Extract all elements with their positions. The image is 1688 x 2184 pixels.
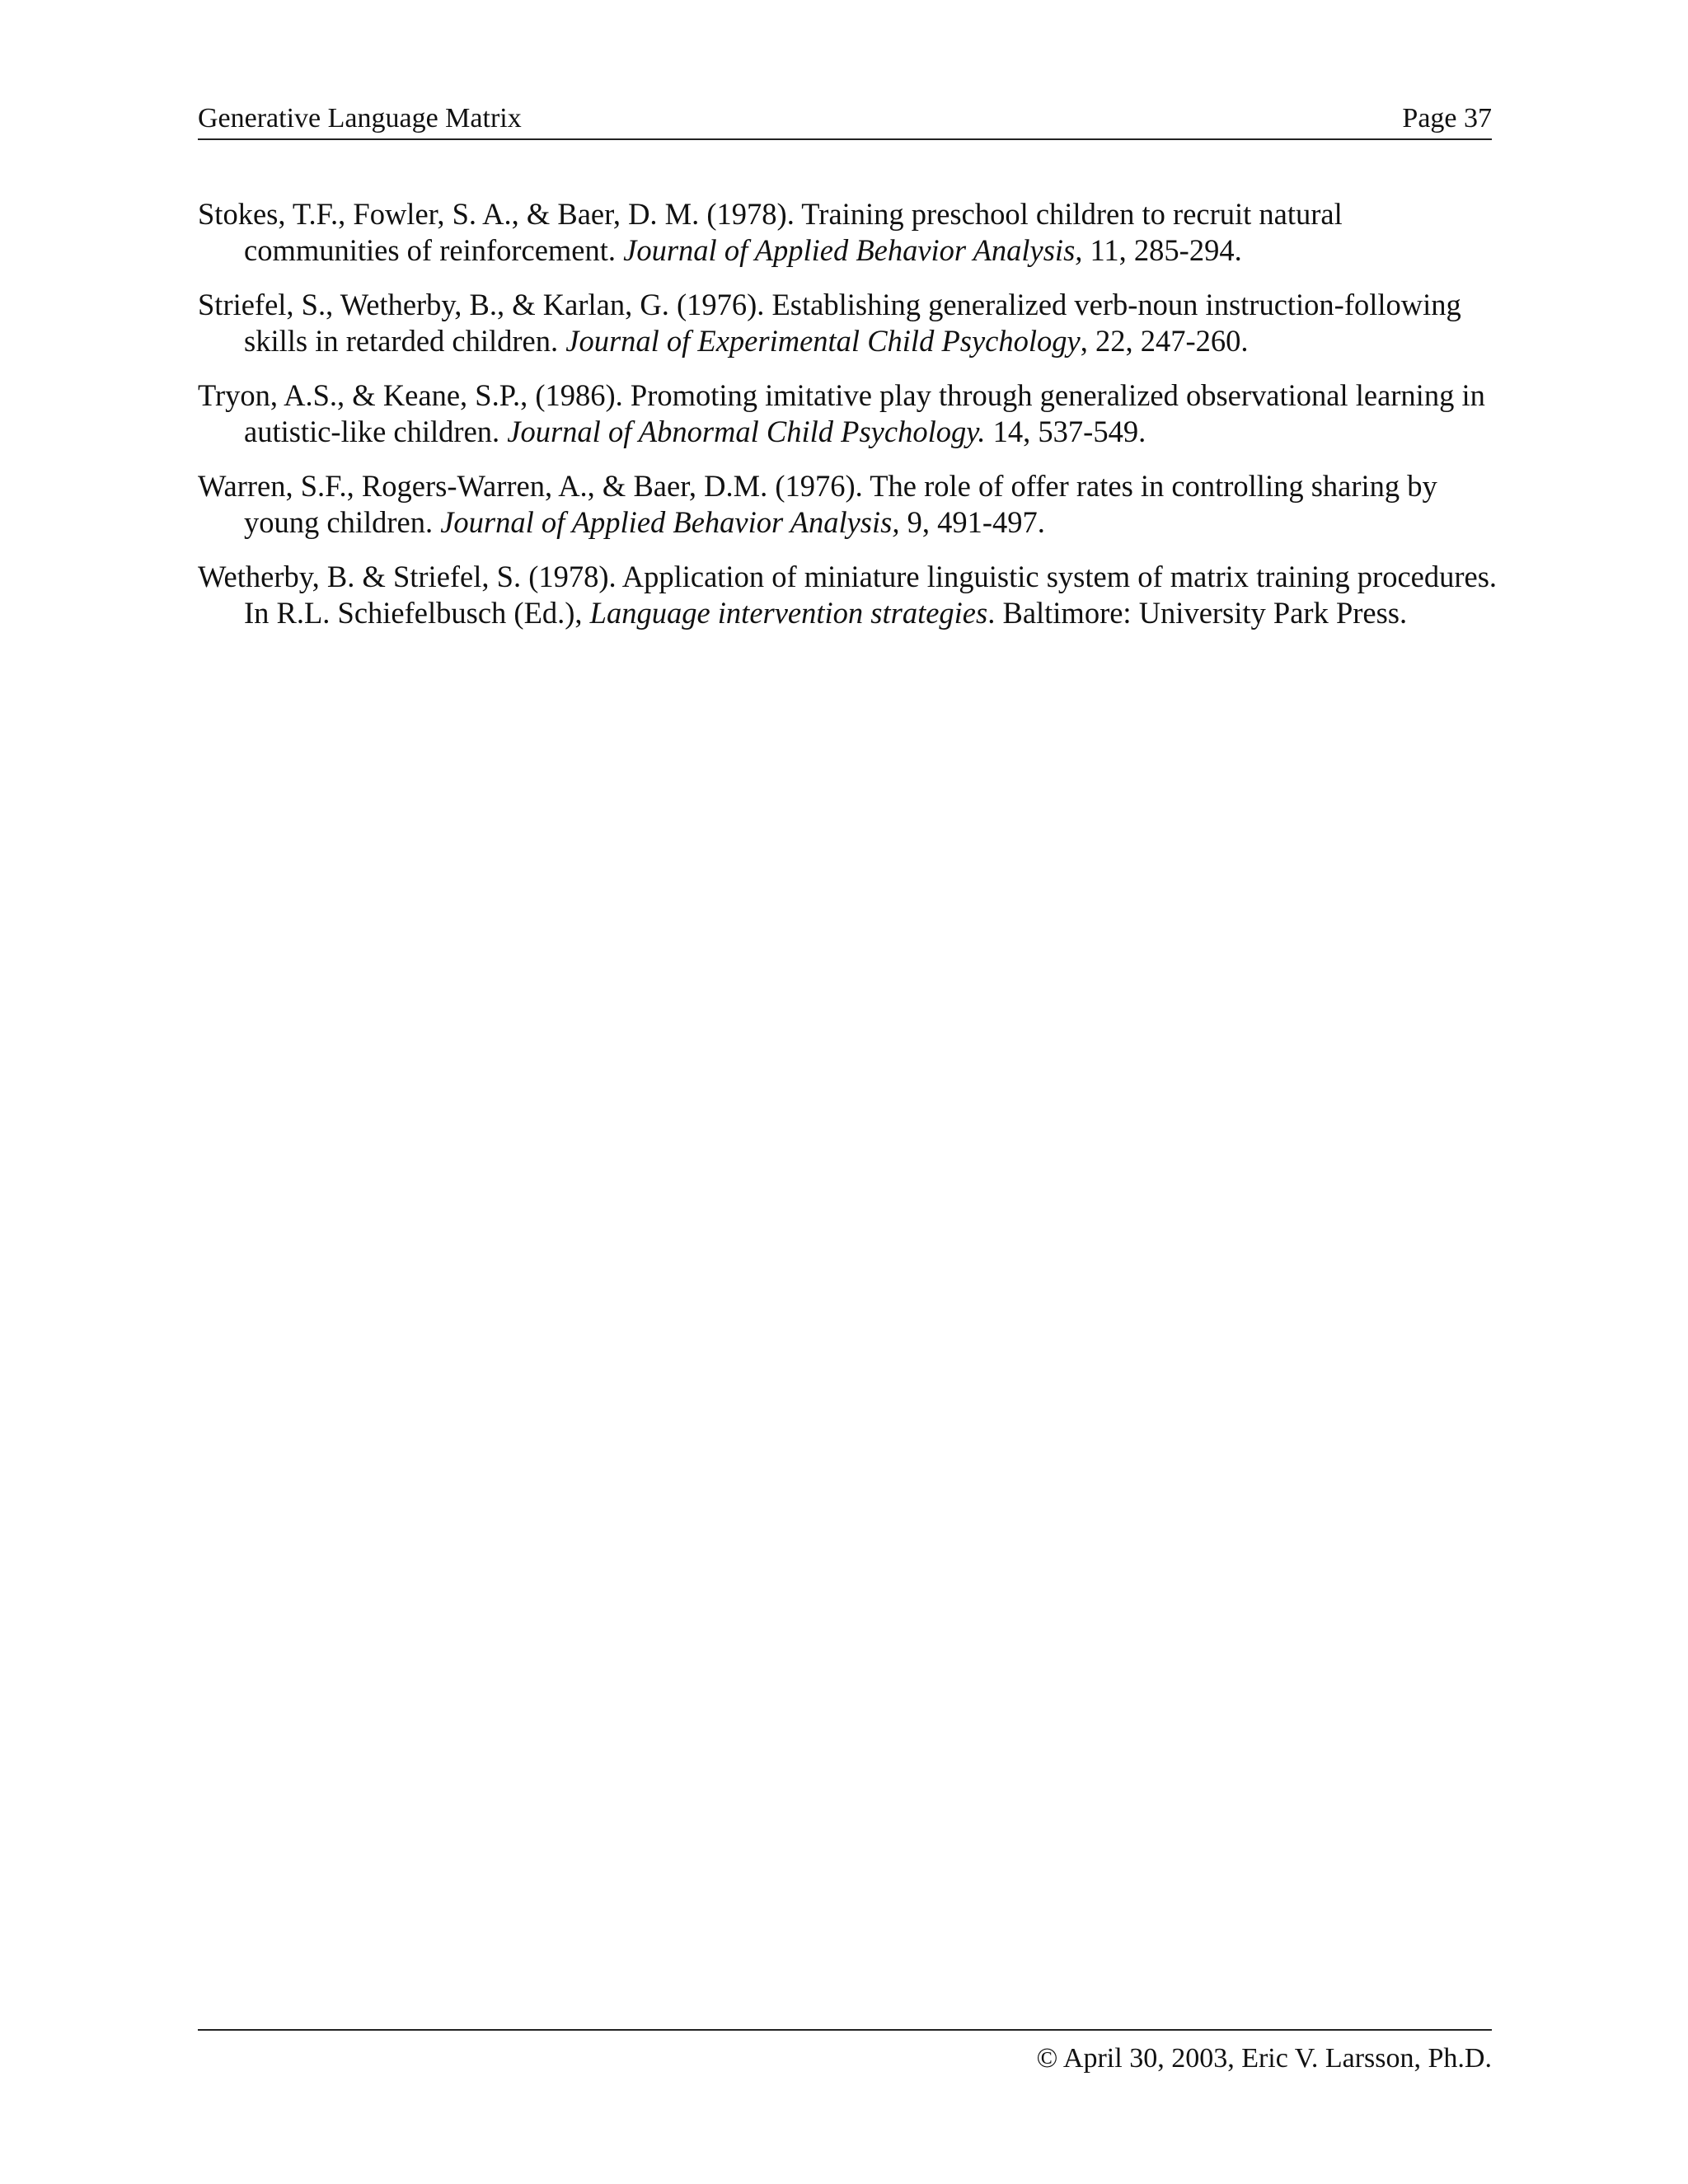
reference-citation: , 22, 247-260.	[1080, 324, 1249, 358]
reference-book-title: Language intervention strategies	[589, 596, 988, 630]
reference-citation: 9, 491-497.	[899, 505, 1045, 539]
reference-journal: Journal of Applied Behavior Analysis,	[440, 505, 900, 539]
reference-entry-tryon	[198, 377, 1500, 450]
reference-citation: 14, 537-549.	[985, 415, 1146, 448]
reference-text: Warren, S.F., Rogers-Warren, A., & Baer, D.M. (1976). The role of offer rates in controlling sharing by young children.	[198, 469, 1437, 539]
document-title: Generative Language Matrix	[198, 103, 522, 134]
reference-entry-warren	[198, 468, 1500, 541]
page-number: Page 37	[1402, 103, 1492, 134]
reference-entry-striefel	[198, 287, 1500, 359]
reference-text: Stokes, T.F., Fowler, S. A., & Baer, D. M. (1978). Training preschool children to recruit natural communities of reinforcement.	[198, 197, 1343, 267]
reference-citation: . Baltimore: University Park Press.	[987, 596, 1408, 630]
page-footer	[198, 2029, 1492, 2077]
reference-journal: Journal of Applied Behavior Analysis,	[623, 233, 1083, 267]
reference-entry-stokes	[198, 196, 1500, 269]
reference-text: Wetherby, B. & Striefel, S. (1978). Application of miniature linguistic system of matrix training procedures. In R.L. Schiefelbusch (Ed.),	[198, 560, 1498, 630]
reference-journal: Journal of Abnormal Child Psychology.	[507, 415, 986, 448]
reference-list	[198, 196, 1500, 649]
reference-entry-wetherby	[198, 559, 1500, 631]
page-header	[198, 97, 1492, 140]
copyright-notice: © April 30, 2003, Eric V. Larsson, Ph.D.	[1036, 2043, 1492, 2074]
reference-citation: 11, 285-294.	[1082, 233, 1242, 267]
reference-text: Tryon, A.S., & Keane, S.P., (1986). Promoting imitative play through generalized observational learning in autistic-like children.	[198, 378, 1485, 448]
reference-text: Striefel, S., Wetherby, B., & Karlan, G. (1976). Establishing generalized verb-noun instruction-following skills in retarded children.	[198, 288, 1461, 358]
reference-journal: Journal of Experimental Child Psychology	[565, 324, 1081, 358]
